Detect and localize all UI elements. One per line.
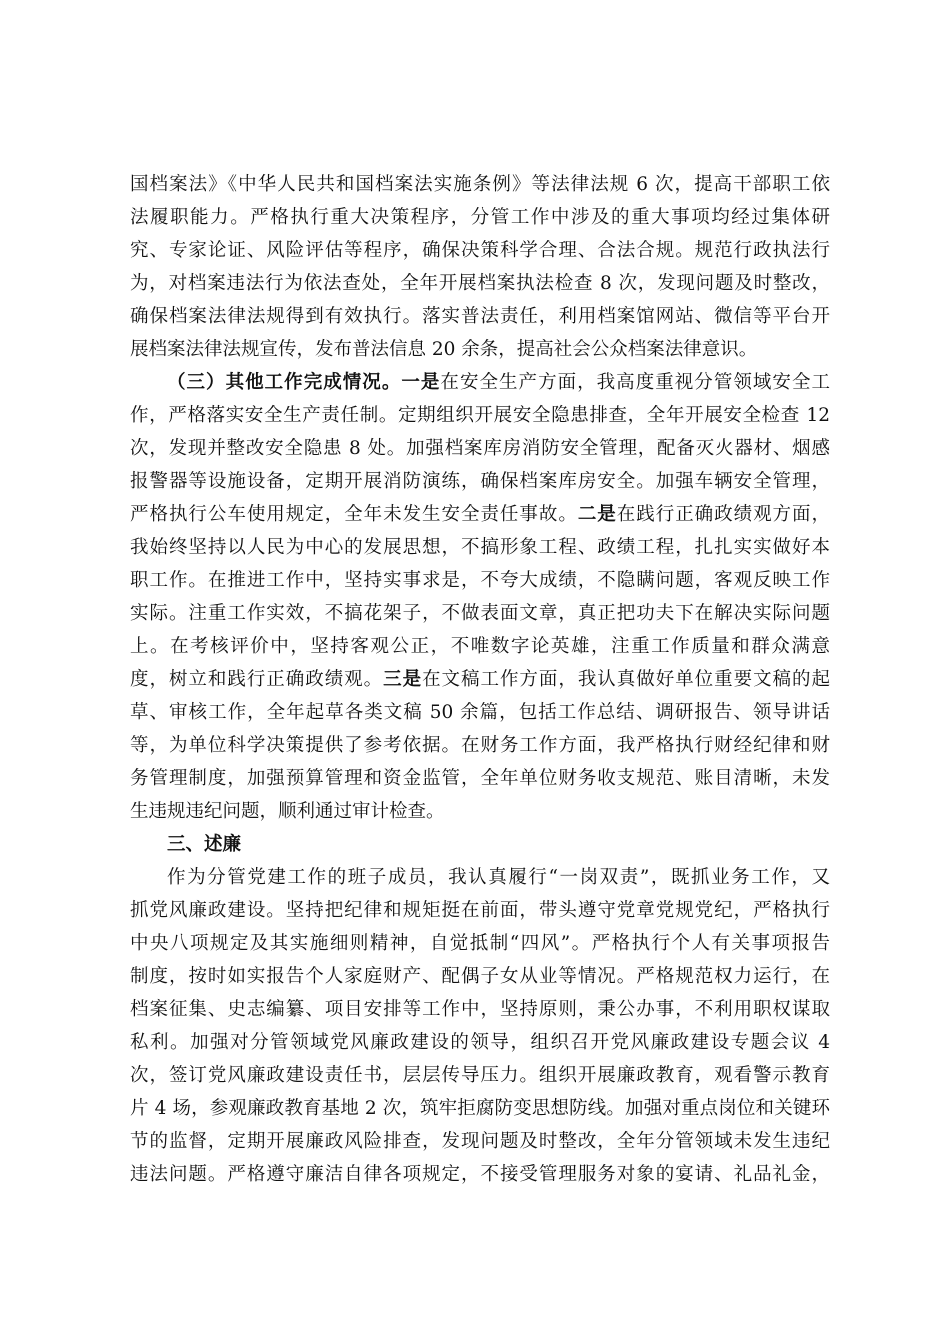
paragraph-line bbox=[130, 498, 830, 531]
section-heading: 三、述廉 bbox=[167, 834, 242, 855]
paragraph-line: 中央八项规定及其实施细则精神，自觉抵制“四风”。严格执行个人有关事项报告 bbox=[130, 933, 830, 954]
paragraph-line: 实际。注重工作实效，不搞花架子，不做表面文章，真正把功夫下在解决实际问题 bbox=[130, 603, 830, 624]
paragraph-line: 报警器等设施设备，定期开展消防演练，确保档案库房安全。加强车辆安全管理， bbox=[130, 471, 830, 492]
paragraph-line: 私利。加强对分管领域党风廉政建设的领导，组织召开党风廉政建设专题会议 4 bbox=[130, 1032, 830, 1053]
paragraph-line: 片 4 场，参观廉政教育基地 2 次，筑牢拒腐防变思想防线。加强对重点岗位和关键环 bbox=[130, 1098, 830, 1119]
paragraph-line: 上。在考核评价中，坚持客观公正，不唯数字论英雄，注重工作质量和群众满意 bbox=[130, 636, 830, 657]
paragraph-line: 次，签订党风廉政建设责任书，层层传导压力。组织开展廉政教育，观看警示教育 bbox=[130, 1065, 830, 1086]
paragraph-line: 次，发现并整改安全隐患 8 处。加强档案库房消防安全管理，配备灭火器材、烟感 bbox=[130, 438, 830, 459]
paragraph-line: 档案征集、史志编纂、项目安排等工作中，坚持原则，秉公办事，不利用职权谋取 bbox=[130, 999, 830, 1020]
paragraph-text: 在安全生产方面，我高度重视分管领域安全工 bbox=[440, 372, 830, 393]
paragraph-text: 在践行正确政绩观方面， bbox=[616, 504, 830, 525]
paragraph-line: 违法问题。严格遵守廉洁自律各项规定，不接受管理服务对象的宴请、礼品礼金， bbox=[130, 1164, 830, 1185]
paragraph-line: 抓党风廉政建设。坚持把纪律和规矩挺在前面，带头遵守党章党规党纪，严格执行 bbox=[130, 900, 830, 921]
paragraph-line: 为，对档案违法行为依法查处，全年开展档案执法检查 8 次，发现问题及时整改， bbox=[130, 273, 830, 294]
paragraph-line bbox=[130, 663, 830, 696]
paragraph-line: 作为分管党建工作的班子成员，我认真履行“一岗双责”，既抓业务工作，又 bbox=[167, 867, 830, 888]
paragraph-line: 国档案法》《中华人民共和国档案法实施条例》等法律法规 6 次，提高干部职工依 bbox=[130, 174, 830, 195]
paragraph-line: 展档案法律法规宣传，发布普法信息 20 余条，提高社会公众档案法律意识。 bbox=[130, 339, 758, 360]
paragraph-line: 制度，按时如实报告个人家庭财产、配偶子女从业等情况。严格规范权力运行，在 bbox=[130, 966, 830, 987]
paragraph-line: 务管理制度，加强预算管理和资金监管，全年单位财务收支规范、账目清晰，未发 bbox=[130, 768, 830, 789]
paragraph-line: 草、审核工作，全年起草各类文稿 50 余篇，包括工作总结、调研报告、领导讲话 bbox=[130, 702, 830, 723]
emphasis-text: 三是 bbox=[383, 669, 423, 690]
paragraph-line: 究、专家论证、风险评估等程序，确保决策科学合理、合法合规。规范行政执法行 bbox=[130, 240, 830, 261]
paragraph-line: 等，为单位科学决策提供了参考依据。在财务工作方面，我严格执行财经纪律和财 bbox=[130, 735, 830, 756]
paragraph-text: 严格执行公车使用规定，全年未发生安全责任事故。 bbox=[130, 504, 578, 525]
paragraph-text: 度，树立和践行正确政绩观。 bbox=[130, 669, 384, 690]
paragraph-line bbox=[130, 366, 830, 399]
subsection-heading: （三）其他工作完成情况。 bbox=[167, 372, 402, 393]
emphasis-text: 二是 bbox=[577, 504, 617, 525]
paragraph-line: 确保档案法律法规得到有效执行。落实普法责任，利用档案馆网站、微信等平台开 bbox=[130, 306, 830, 327]
document-body bbox=[130, 168, 830, 1191]
paragraph-line: 法履职能力。严格执行重大决策程序，分管工作中涉及的重大事项均经过集体研 bbox=[130, 207, 830, 228]
paragraph-line: 职工作。在推进工作中，坚持实事求是，不夸大成绩，不隐瞒问题，客观反映工作 bbox=[130, 570, 830, 591]
paragraph-line: 生违规违纪问题，顺利通过审计检查。 bbox=[130, 801, 445, 822]
paragraph-line: 作，严格落实安全生产责任制。定期组织开展安全隐患排查，全年开展安全检查 12 bbox=[130, 405, 830, 426]
paragraph-line: 节的监督，定期开展廉政风险排查，发现问题及时整改，全年分管领域未发生违纪 bbox=[130, 1131, 830, 1152]
paragraph-text: 在文稿工作方面，我认真做好单位重要文稿的起 bbox=[422, 669, 830, 690]
paragraph-line: 我始终坚持以人民为中心的发展思想，不搞形象工程、政绩工程，扎扎实实做好本 bbox=[130, 537, 830, 558]
emphasis-text: 一是 bbox=[401, 372, 441, 393]
